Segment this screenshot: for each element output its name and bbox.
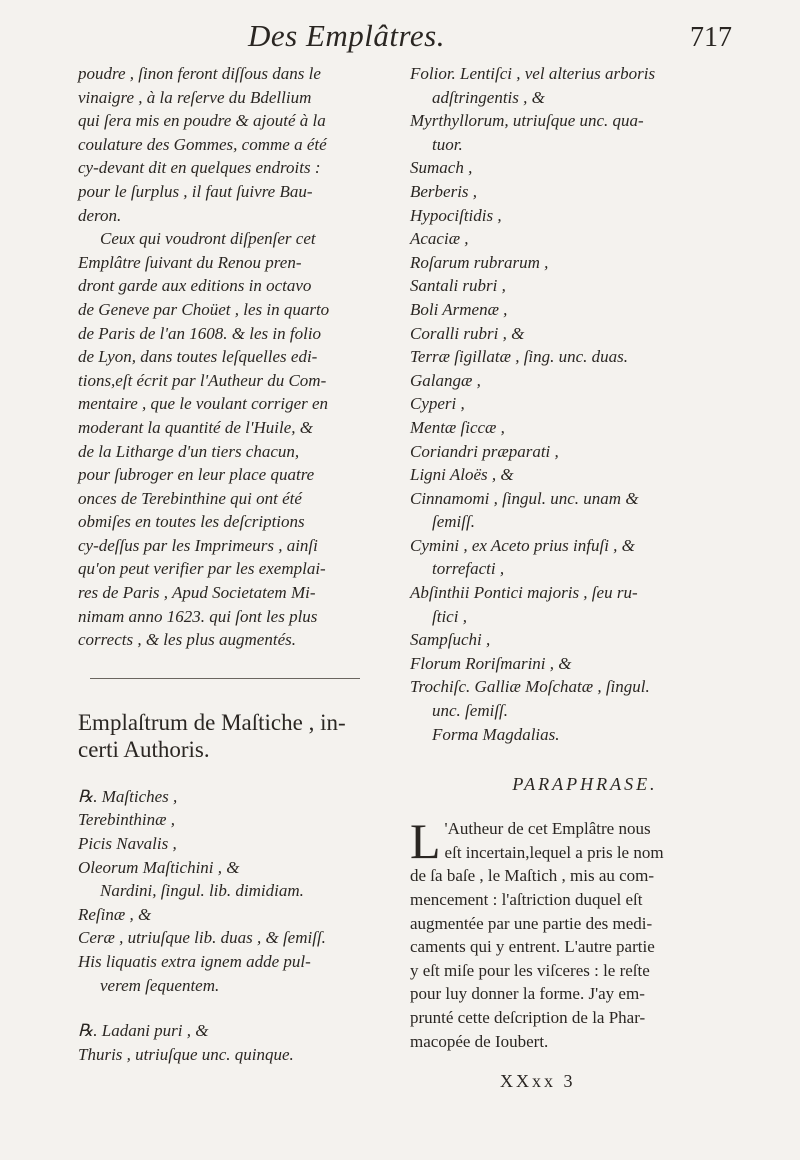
text-line: caments qui y entrent. L'autre partie (410, 937, 655, 957)
paragraph-continuation (78, 62, 378, 227)
paraphrase-heading: PARAPHRASE. (512, 774, 658, 795)
ingredient-line: Cinnamomi , ſingul. unc. unam & (410, 488, 639, 508)
ingredient-line: Trochiſc. Galliæ Moſchatæ , ſingul. (410, 677, 650, 697)
recipe-line: ℞. Maſtiches , (78, 786, 178, 806)
section-title-line: Emplaſtrum de Maſtiche , in- (78, 709, 346, 735)
text-line: eſt incertain,lequel a pris le nom (444, 842, 664, 862)
text-line: de Lyon, dans toutes leſquelles edi- (78, 347, 318, 367)
recipe-block-2 (78, 1019, 378, 1066)
ingredient-line: Santali rubri , (410, 276, 506, 296)
ingredient-line: Cyperi , (410, 394, 465, 414)
ingredient-line: Galangæ , (410, 370, 481, 390)
spacer (78, 997, 378, 1019)
text-line: dront garde aux editions in octavo (78, 276, 312, 296)
page-header (0, 14, 800, 58)
text-line: pour luy donner la forme. J'ay em- (410, 984, 645, 1004)
ingredient-line: ſemiſſ. (432, 512, 475, 532)
ingredient-line: Terræ ſigillatæ , ſing. unc. duas. (410, 347, 629, 367)
text-line: Ceux qui voudront diſpenſer cet (100, 229, 316, 249)
signature-mark: XXxx 3 (500, 1071, 576, 1092)
text-line: poudre , ſinon feront diſſous dans le (78, 64, 321, 83)
ingredient-line: Boli Armenæ , (410, 299, 508, 319)
text-line: corrects , & les plus augmentés. (78, 630, 296, 650)
text-line: pour ſubroger en leur place quatre (78, 465, 315, 485)
ingredient-line: Mentæ ſiccæ , (410, 417, 505, 437)
text-line: res de Paris , Apud Societatem Mi- (78, 583, 316, 603)
text-line: prunté cette deſcription de la Phar- (410, 1007, 646, 1027)
text-line: 'Autheur de cet Emplâtre nous (444, 819, 651, 839)
text-line: de Paris de l'an 1608. & les in folio (78, 323, 322, 343)
text-line: augmentée par une partie des medi- (410, 913, 653, 933)
recipe-line: Oleorum Maſtichini , & (78, 857, 240, 877)
text-line: tions,eſt écrit par l'Autheur du Com- (78, 370, 327, 390)
recipe-line: Terebinthinæ , (78, 810, 175, 830)
ingredient-line: Myrthyllorum, utriuſque unc. qua- (410, 111, 644, 131)
ingredient-line: Roſarum rubrarum , (410, 252, 549, 272)
text-line: onces de Terebinthine qui ont été (78, 488, 302, 508)
ingredient-line: Abſinthii Pontici majoris , ſeu ru- (410, 583, 638, 603)
text-line: qui ſera mis en poudre & ajouté à la (78, 111, 326, 131)
text-line: de ſa baſe , le Maſtich , mis au com- (410, 866, 655, 886)
text-line: y eſt miſe pour les viſceres : le reſte (410, 960, 650, 980)
text-line: de Geneve par Choüet , les in quarto (78, 299, 330, 319)
ingredient-line: Forma Magdalias. (432, 724, 560, 744)
text-line: deron. (78, 205, 122, 225)
text-line: vinaigre , à la reſerve du Bdellium (78, 87, 312, 107)
text-line: coulature des Gommes, comme a été (78, 134, 327, 154)
text-line: de la Litharge d'un tiers chacun, (78, 441, 300, 461)
recipe-line: Picis Navalis , (78, 834, 177, 854)
text-line: mentaire , que le voulant corriger en (78, 394, 329, 414)
text-line: moderant la quantité de l'Huile, & (78, 417, 313, 437)
section-title-line: certi Authoris. (78, 736, 210, 762)
text-line: obmiſes en toutes les deſcriptions (78, 512, 305, 532)
ingredient-line: Berberis , (410, 181, 478, 201)
drop-cap: L (410, 813, 441, 870)
text-line: cy-devant dit en quelques endroits : (78, 158, 321, 178)
text-line: Emplâtre ſuivant du Renou pren- (78, 252, 302, 272)
ingredient-line: Ligni Aloës , & (410, 465, 514, 485)
ingredient-line: Hypociſtidis , (410, 205, 502, 225)
text-line: qu'on peut verifier par les exemplai- (78, 559, 326, 579)
ingredient-line: Florum Roriſmarini , & (410, 653, 572, 673)
text-line: pour le ſurplus , il faut ſuivre Bau- (78, 181, 313, 201)
ingredient-line: adſtringentis , & (432, 87, 545, 107)
recipe-line: verem ſequentem. (100, 975, 220, 995)
recipe-line: Nardini, ſingul. lib. dimidiam. (100, 881, 304, 901)
ingredient-line: Acaciæ , (410, 229, 469, 249)
recipe-line: Reſinæ , & (78, 904, 152, 924)
ingredient-line: Cymini , ex Aceto prius infuſi , & (410, 535, 635, 555)
recipe-line: Ceræ , utriuſque lib. duas , & ſemiſſ. (78, 928, 326, 948)
page-number: 717 (690, 22, 732, 53)
ingredient-line: torrefacti , (432, 559, 505, 579)
ingredient-line: Coralli rubri , & (410, 323, 525, 343)
running-title: Des Emplâtres. (248, 18, 445, 53)
recipe-line: ℞. Ladani puri , & (78, 1021, 209, 1041)
ingredient-line: Coriandri præparati , (410, 441, 559, 461)
recipe-line: Thuris , utriuſque unc. quinque. (78, 1044, 294, 1064)
paraphrase-paragraph (410, 813, 760, 1053)
ingredient-line: ſtici , (432, 606, 467, 626)
section-divider (90, 678, 360, 679)
recipe-block (78, 785, 378, 997)
ingredient-line: Folior. Lentiſci , vel alterius arboris (410, 64, 656, 83)
recipe-line: His liquatis extra ignem adde pul- (78, 952, 311, 971)
ingredient-line: unc. ſemiſſ. (432, 701, 509, 721)
text-line: mencement : l'aſtriction duquel eſt (410, 890, 643, 909)
text-line: cy-deſſus par les Imprimeurs , ainſi (78, 535, 318, 555)
ingredient-line: Sumach , (410, 158, 473, 178)
section-title (78, 709, 378, 763)
ingredient-line: Sampſuchi , (410, 630, 491, 650)
text-line: nimam anno 1623. qui ſont les plus (78, 606, 318, 626)
ingredient-list (410, 62, 760, 746)
paragraph-renou-editions (78, 227, 378, 652)
right-column (410, 62, 760, 1092)
ingredient-line: tuor. (432, 134, 463, 154)
text-line: macopée de Ioubert. (410, 1031, 549, 1051)
left-column (78, 62, 378, 1066)
